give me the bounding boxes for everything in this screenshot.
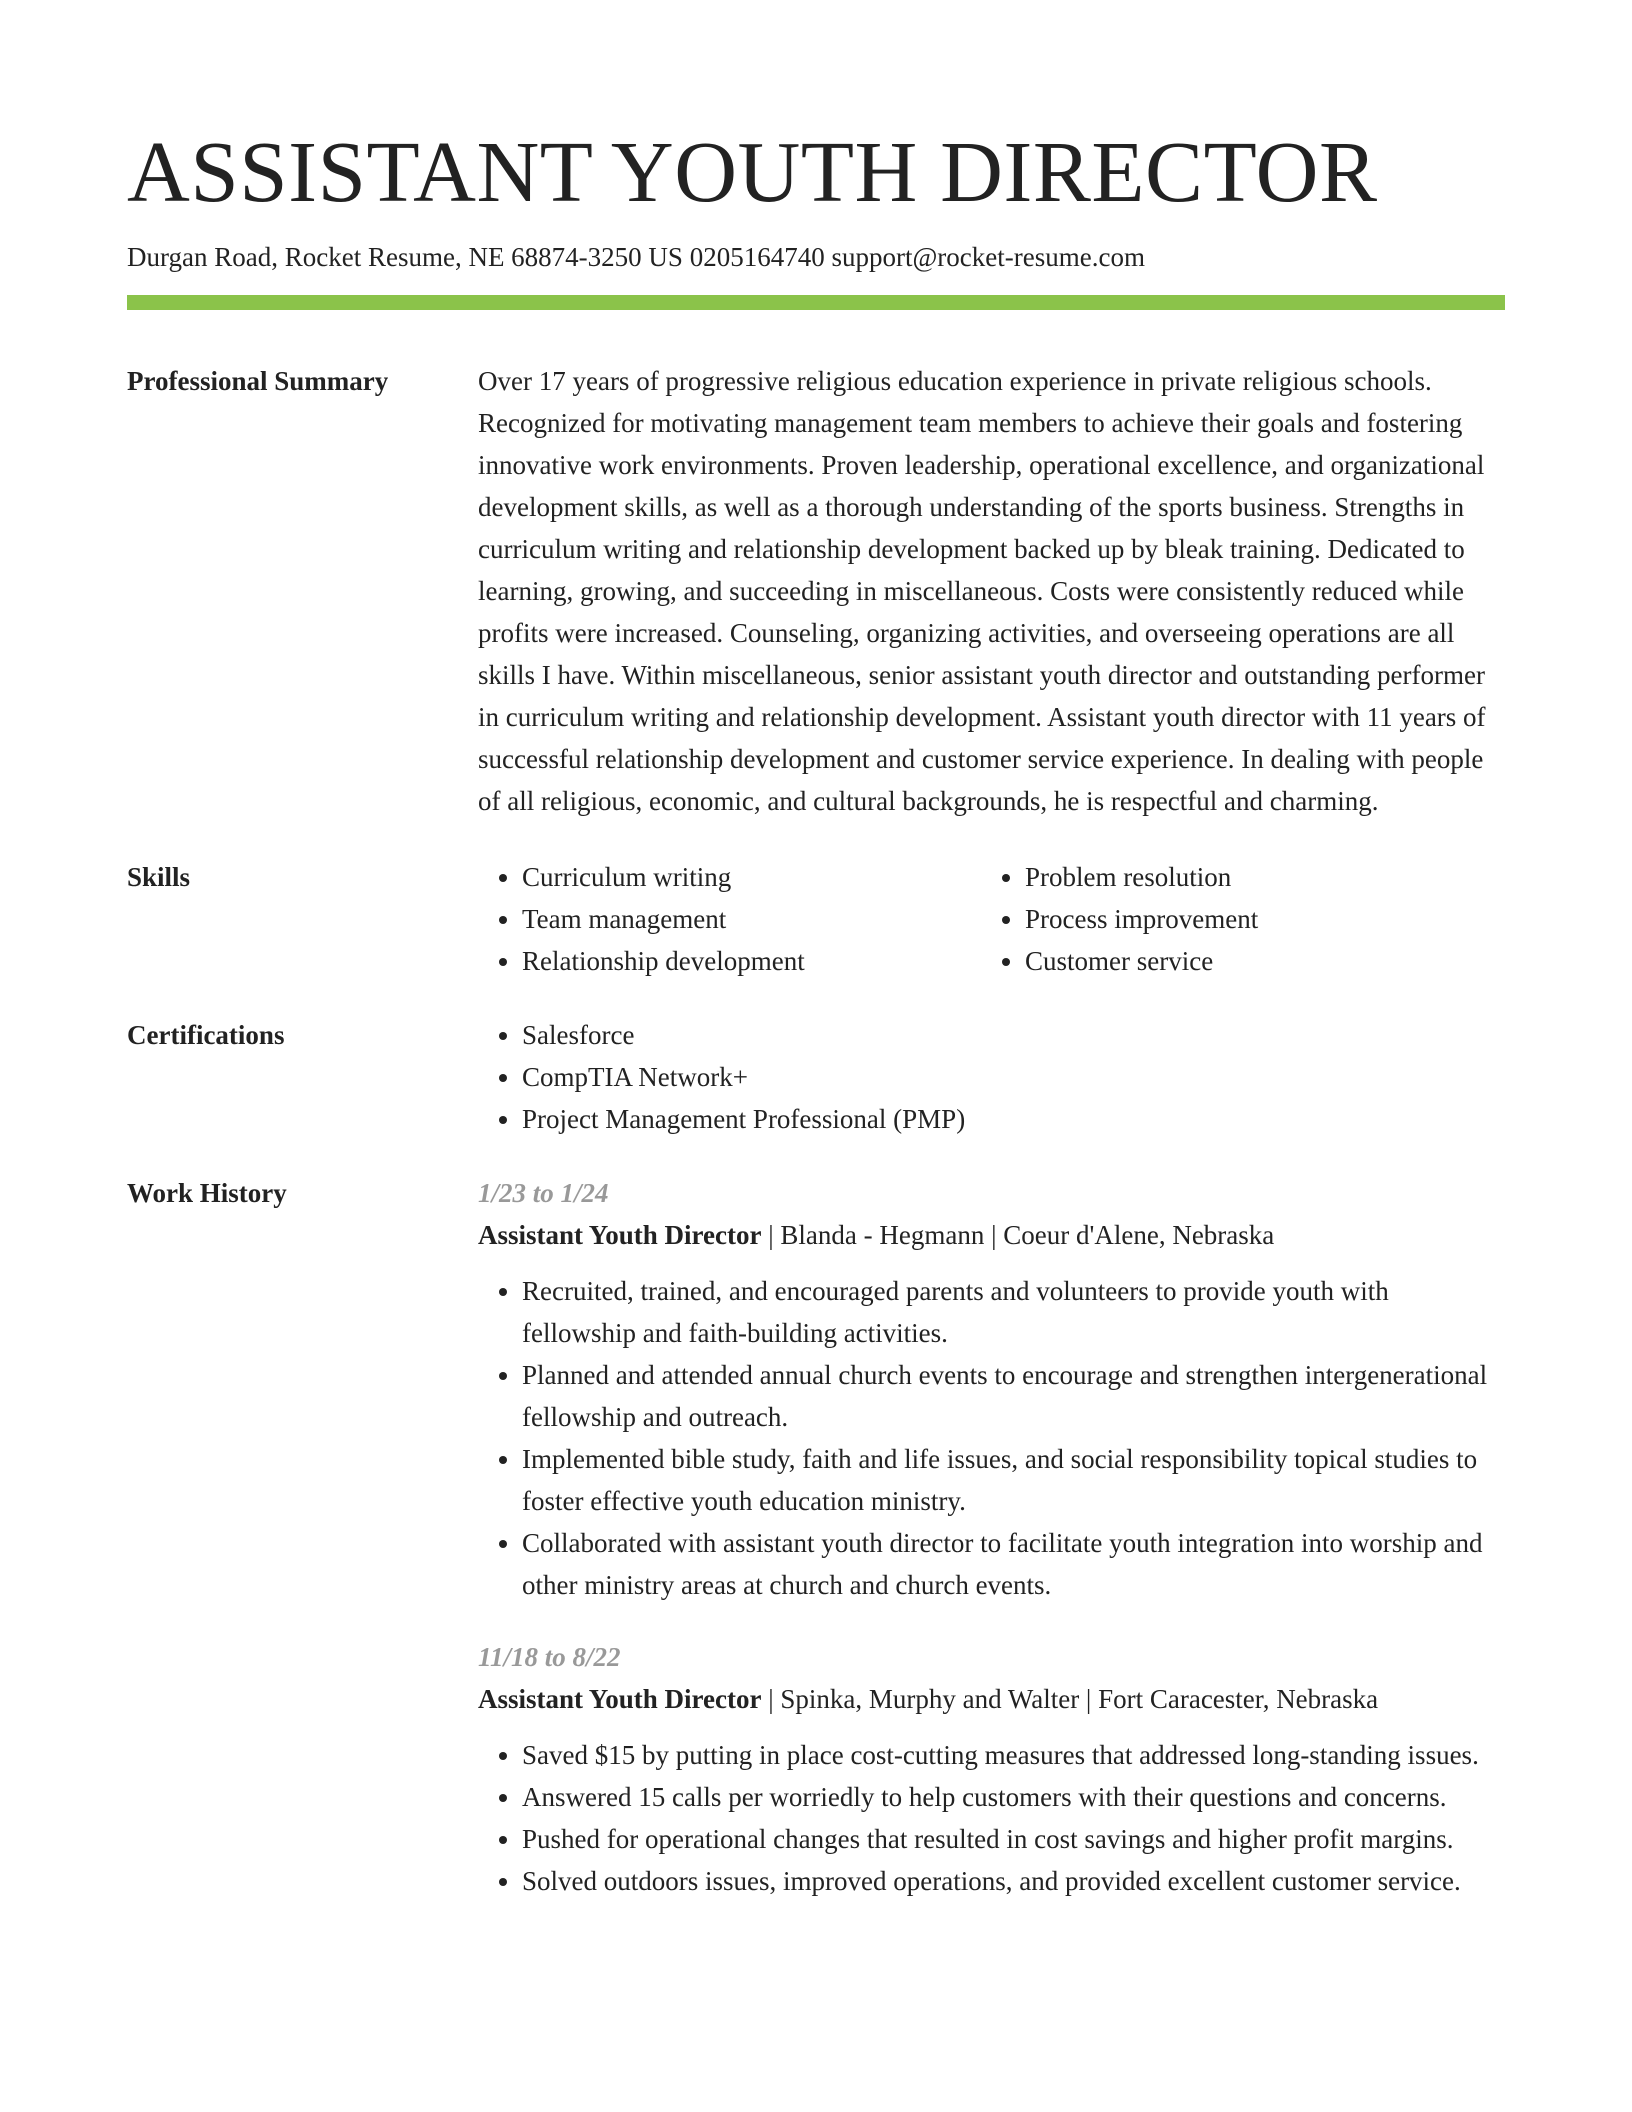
job-dates: 1/23 to 1/24 [478,1178,609,1209]
job-bullets [478,1734,1505,1902]
section-label-summary: Professional Summary [127,366,389,397]
job-bullet: • Solved outdoors issues, improved operations, and provided excellent customer service. [522,1860,1505,1902]
job-entry [478,1636,1505,1902]
summary-body [478,360,1505,822]
job-entry [478,1172,1505,1606]
section-skills [127,856,1505,982]
resume-name-title: ASSISTANT YOUTH DIRECTOR [127,123,1378,220]
job-bullet: • Collaborated with assistant youth director to facilitate youth integration into worship and other ministry areas at church and church events. [522,1522,1505,1606]
skill-item: • Process improvement [1025,898,1484,940]
job-bullet: • Pushed for operational changes that resulted in cost savings and higher profit margins. [522,1818,1505,1860]
section-work-history [127,1172,1505,1902]
section-label-skills: Skills [127,862,191,893]
work-history-body [478,1172,1505,1902]
section-certifications [127,1014,1505,1140]
skill-item: • Relationship development [522,940,981,982]
section-label-certifications: Certifications [127,1020,285,1051]
contact-line: Durgan Road, Rocket Resume, NE 68874-3250 US 0205164740 support@rocket-resume.com [127,242,1145,272]
job-employer-location: | Spinka, Murphy and Walter | Fort Caracester, Nebraska [761,1684,1379,1715]
skills-list-left [478,856,981,982]
job-title: Assistant Youth Director [478,1684,762,1715]
certification-item: • CompTIA Network+ [522,1056,1505,1098]
skills-grid [478,856,1505,982]
job-heading [478,1214,1505,1256]
skills-list-right [981,856,1484,982]
job-employer-location: | Blanda - Hegmann | Coeur d'Alene, Nebraska [761,1220,1275,1251]
job-bullet: • Planned and attended annual church events to encourage and strengthen intergenerational fellowship and outreach. [522,1354,1505,1438]
job-bullet: • Implemented bible study, faith and life issues, and social responsibility topical studies to foster effective youth education ministry. [522,1438,1505,1522]
accent-divider [127,295,1505,310]
section-professional-summary [127,360,1505,822]
skill-item: • Customer service [1025,940,1484,982]
job-title: Assistant Youth Director [478,1220,762,1251]
job-bullet: • Recruited, trained, and encouraged parents and volunteers to provide youth with fellowship and faith-building activities. [522,1270,1505,1354]
certification-item: • Salesforce [522,1014,1505,1056]
job-bullets [478,1270,1505,1606]
skill-item: • Curriculum writing [522,856,981,898]
job-bullet: • Saved $15 by putting in place cost-cutting measures that addressed long-standing issues. [522,1734,1505,1776]
job-heading [478,1678,1505,1720]
certification-item: • Project Management Professional (PMP) [522,1098,1505,1140]
certifications-body [478,1014,1505,1140]
certifications-list [478,1014,1505,1140]
skill-item: • Team management [522,898,981,940]
job-bullet: • Answered 15 calls per worriedly to help customers with their questions and concerns. [522,1776,1505,1818]
skill-item: • Problem resolution [1025,856,1484,898]
job-dates: 11/18 to 8/22 [478,1642,621,1673]
summary-text: Over 17 years of progressive religious education experience in private religious schools. Recognized for motivating management team members to achieve their goals and fostering innovative work environments. Proven leadership, operational excellence, and organizational development skills, as well as a thorough understanding of the sports business. Strengths in curriculum writing and relationship development backed up by bleak training. Dedicated to learning, growing, and succeeding in miscellaneous. Costs were consistently reduced while profits were increased. Counseling, organizing activities, and overseeing operations are all skills I have. Within miscellaneous, senior assistant youth director and outstanding performer in curriculum writing and relationship development. Assistant youth director with 11 years of successful relationship development and customer service experience. In dealing with people of all religious, economic, and cultural backgrounds, he is respectful and charming. [478,366,1486,817]
section-label-work-history: Work History [127,1178,287,1209]
